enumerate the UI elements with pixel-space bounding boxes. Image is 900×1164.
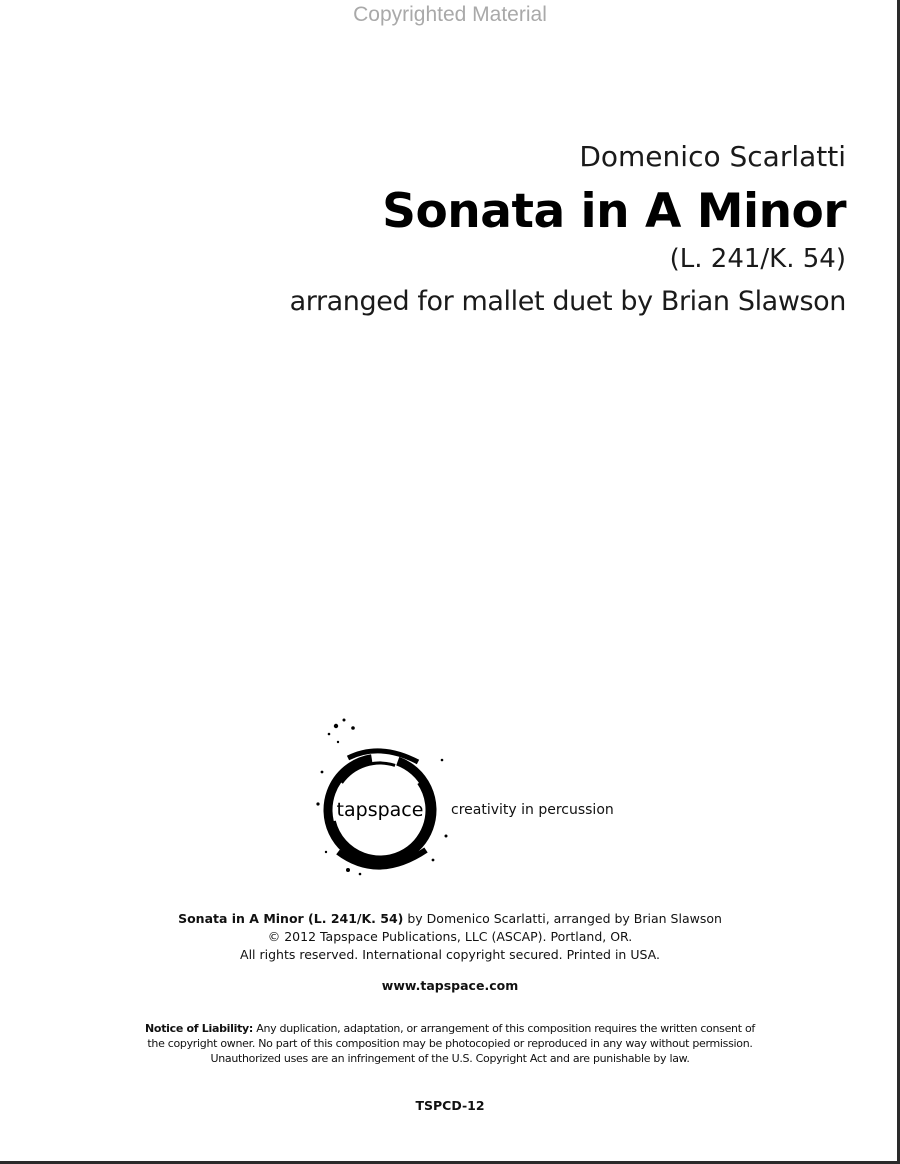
arranger-credit: arranged for mallet duet by Brian Slawson bbox=[289, 286, 846, 317]
notice-line-3: Unauthorized uses are an infringement of the U.S. Copyright Act and are punishable by law. bbox=[210, 1052, 690, 1065]
product-code: TSPCD-12 bbox=[415, 1098, 485, 1113]
catalog-number: (L. 241/K. 54) bbox=[669, 244, 846, 274]
copyright-title: Sonata in A Minor (L. 241/K. 54) bbox=[178, 911, 404, 926]
composer-name: Domenico Scarlatti bbox=[579, 140, 846, 173]
copyright-line-2: © 2012 Tapspace Publications, LLC (ASCAP). Portland, OR. bbox=[267, 929, 633, 944]
copyright-line-1 bbox=[0, 910, 900, 928]
notice-line-2: the copyright owner. No part of this composition may be photocopied or reproduced in any way without permission. bbox=[147, 1037, 753, 1050]
copyright-line-3: All rights reserved. International copyright secured. Printed in USA. bbox=[240, 947, 660, 962]
logo-wordmark: tapspace bbox=[336, 799, 424, 821]
copyright-block bbox=[0, 910, 900, 964]
notice-line-1 bbox=[90, 1021, 810, 1036]
notice-text-1: Any duplication, adaptation, or arrangement of this composition requires the written consent of bbox=[253, 1022, 755, 1035]
website-url: www.tapspace.com bbox=[381, 978, 519, 993]
piece-title: Sonata in A Minor bbox=[382, 184, 846, 239]
notice-label: Notice of Liability: bbox=[145, 1022, 254, 1035]
tapspace-logo bbox=[308, 712, 458, 877]
copyright-credit: by Domenico Scarlatti, arranged by Brian Slawson bbox=[403, 911, 722, 926]
copyright-watermark: Copyrighted Material bbox=[353, 3, 547, 26]
logo-tagline: creativity in percussion bbox=[451, 802, 614, 818]
notice-of-liability bbox=[90, 1021, 810, 1066]
